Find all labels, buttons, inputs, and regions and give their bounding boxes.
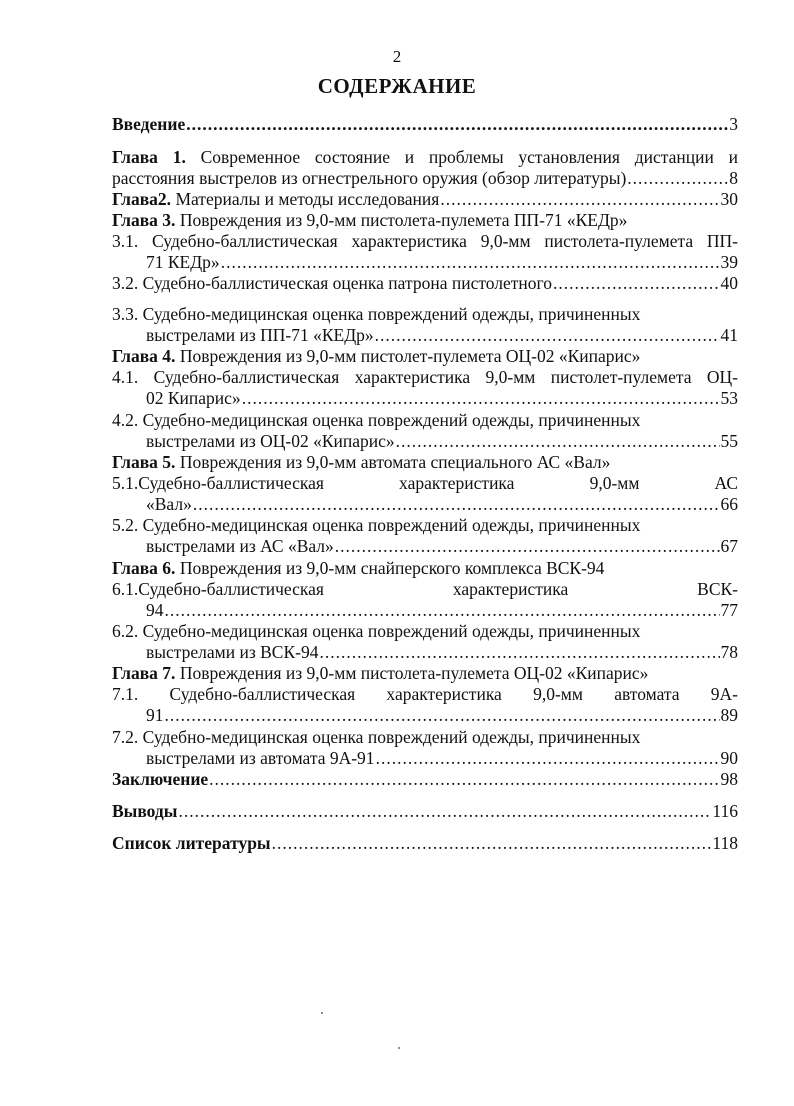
toc-entry-references[interactable] (112, 833, 738, 854)
toc-text: 7.1. Судебно-баллистическая характеристика 9,0-мм автомата 9А- (112, 684, 738, 704)
toc-entry-6-1-cont (146, 600, 738, 621)
dot-leader (165, 600, 720, 621)
toc-text: 6.1.Судебно-баллистическая характеристика ВСК- (112, 579, 738, 599)
toc-label: Выводы (112, 801, 178, 821)
toc-entry-7-2[interactable] (112, 727, 738, 748)
toc-label: Глава 1. (112, 147, 186, 167)
toc-text: 3.1. Судебно-баллистическая характеристика 9,0-мм пистолета-пулемета ПП- (112, 231, 738, 251)
dot-leader (165, 705, 720, 726)
toc-text: 5.1.Судебно-баллистическая характеристика 9,0-мм АС (112, 473, 738, 493)
toc-entry-3-3-cont (146, 325, 738, 346)
page-title: СОДЕРЖАНИЕ (317, 74, 477, 98)
toc-entry-chapter-1-cont (112, 168, 738, 189)
toc-text: выстрелами из ОЦ-02 «Кипарис» (146, 431, 395, 451)
dot-leader (375, 325, 720, 346)
toc-entry-chapter-4[interactable] (112, 346, 738, 367)
toc-entry-conclusion[interactable] (112, 769, 738, 790)
toc-text: Повреждения из 9,0-мм автомата специального АС «Вал» (179, 452, 611, 472)
toc-entry-chapter-2[interactable] (112, 189, 738, 210)
toc-label: Глава 5. (112, 452, 176, 472)
toc-label: Глава 6. (112, 558, 176, 578)
toc-page: 116 (712, 801, 738, 821)
toc-entry-5-1[interactable] (112, 473, 738, 494)
toc-label: Глава 3. (112, 210, 176, 230)
toc-label: Глава2. (112, 189, 172, 209)
toc-page: 30 (720, 189, 738, 209)
toc-text: 3.2. Судебно-баллистическая оценка патрона пистолетного (112, 273, 553, 293)
toc-text: 3.3. Судебно-медицинская оценка повреждений одежды, причиненных (112, 304, 641, 324)
toc-label: Глава 7. (112, 663, 176, 683)
scan-speck (398, 1047, 400, 1049)
toc-page: 90 (720, 748, 738, 768)
dot-leader (335, 536, 720, 557)
toc-entry-6-2-cont (146, 642, 738, 663)
toc-text: выстрелами из автомата 9А-91 (146, 748, 375, 768)
toc-entry-6-2[interactable] (112, 621, 738, 642)
toc-page: 39 (720, 252, 738, 272)
toc-text: Повреждения из 9,0-мм пистолета-пулемета ОЦ-02 «Кипарис» (179, 663, 649, 683)
toc-entry-4-2-cont (146, 431, 738, 452)
toc-text: Материалы и методы исследования (175, 189, 440, 209)
toc-page: 66 (720, 494, 738, 514)
toc-entry-3-1-cont (146, 252, 738, 273)
dot-leader (186, 114, 728, 135)
toc-text: 6.2. Судебно-медицинская оценка повреждений одежды, причиненных (112, 621, 641, 641)
toc-page: 67 (720, 536, 738, 556)
toc-text: выстрелами из ВСК-94 (146, 642, 319, 662)
toc-page: 78 (720, 642, 738, 662)
toc-page: 53 (720, 388, 738, 408)
toc-page: 89 (720, 705, 738, 725)
toc-entry-chapter-3[interactable] (112, 210, 738, 231)
toc-text: Повреждения из 9,0-мм снайперского комплекса ВСК-94 (179, 558, 605, 578)
dot-leader (440, 189, 719, 210)
dot-leader (221, 252, 720, 273)
toc-text: 94 (146, 600, 164, 620)
dot-leader (272, 833, 712, 854)
toc-page: 77 (720, 600, 738, 620)
page-number: 2 (392, 47, 402, 66)
toc-text: «Вал» (146, 494, 192, 514)
dot-leader (376, 748, 720, 769)
toc-text: Повреждения из 9,0-мм пистолет-пулемета ОЦ-02 «Кипарис» (179, 346, 641, 366)
toc-text: 02 Кипарис» (146, 388, 241, 408)
toc-text: 71 КЕДр» (146, 252, 220, 272)
dot-leader (627, 168, 728, 189)
toc-text: 5.2. Судебно-медицинская оценка повреждений одежды, причиненных (112, 515, 641, 535)
toc-label: Заключение (112, 769, 209, 789)
toc-entry-7-1-cont (146, 705, 738, 726)
scan-speck (321, 1012, 323, 1014)
toc-text: Повреждения из 9,0-мм пистолета-пулемета ПП-71 «КЕДр» (179, 210, 628, 230)
toc-text: 7.2. Судебно-медицинская оценка повреждений одежды, причиненных (112, 727, 641, 747)
toc-text: Современное состояние и проблемы установления дистанции и (200, 147, 738, 167)
toc-page: 8 (729, 168, 738, 188)
toc-text: 4.2. Судебно-медицинская оценка повреждений одежды, причиненных (112, 410, 641, 430)
dot-leader (396, 431, 720, 452)
toc-entry-chapter-1[interactable] (112, 147, 738, 168)
toc-entry-4-1-cont (146, 388, 738, 409)
toc-text: расстояния выстрелов из огнестрельного оружия (обзор литературы) (112, 168, 627, 188)
toc-entry-7-2-cont (146, 748, 738, 769)
dot-leader (193, 494, 720, 515)
toc-entry-5-2[interactable] (112, 515, 738, 536)
dot-leader (178, 801, 711, 822)
toc-entry-4-1[interactable] (112, 367, 738, 388)
toc-label: Глава 4. (112, 346, 176, 366)
toc-text: 4.1. Судебно-баллистическая характеристика 9,0-мм пистолет-пулемета ОЦ- (112, 367, 738, 387)
toc-text: 91 (146, 705, 164, 725)
toc-text: выстрелами из АС «Вал» (146, 536, 334, 556)
toc-entry-6-1[interactable] (112, 579, 738, 600)
toc-entry-chapter-6[interactable] (112, 558, 738, 579)
toc-entry-chapter-5[interactable] (112, 452, 738, 473)
toc-page: 3 (729, 114, 738, 134)
dot-leader (242, 388, 720, 409)
toc-text: выстрелами из ПП-71 «КЕДр» (146, 325, 374, 345)
toc-entry-7-1[interactable] (112, 684, 738, 705)
toc-label: Введение (112, 114, 186, 134)
toc-entry-5-1-cont (146, 494, 738, 515)
toc-entry-5-2-cont (146, 536, 738, 557)
toc-entry-3-1[interactable] (112, 231, 738, 252)
toc-label: Список литературы (112, 833, 271, 853)
toc-page: 55 (720, 431, 738, 451)
toc-page: 40 (720, 273, 738, 293)
toc-page: 41 (720, 325, 738, 345)
toc-entry-3-3[interactable] (112, 304, 738, 325)
toc-page: 118 (712, 833, 738, 853)
toc-entry-findings[interactable] (112, 801, 738, 822)
dot-leader (319, 642, 719, 663)
dot-leader (553, 273, 719, 294)
toc-entry-intro[interactable] (112, 114, 738, 135)
toc-entry-4-2[interactable] (112, 410, 738, 431)
toc-entry-chapter-7[interactable] (112, 663, 738, 684)
toc-page: 98 (720, 769, 738, 789)
dot-leader (209, 769, 719, 790)
toc-entry-3-2[interactable] (112, 273, 738, 294)
